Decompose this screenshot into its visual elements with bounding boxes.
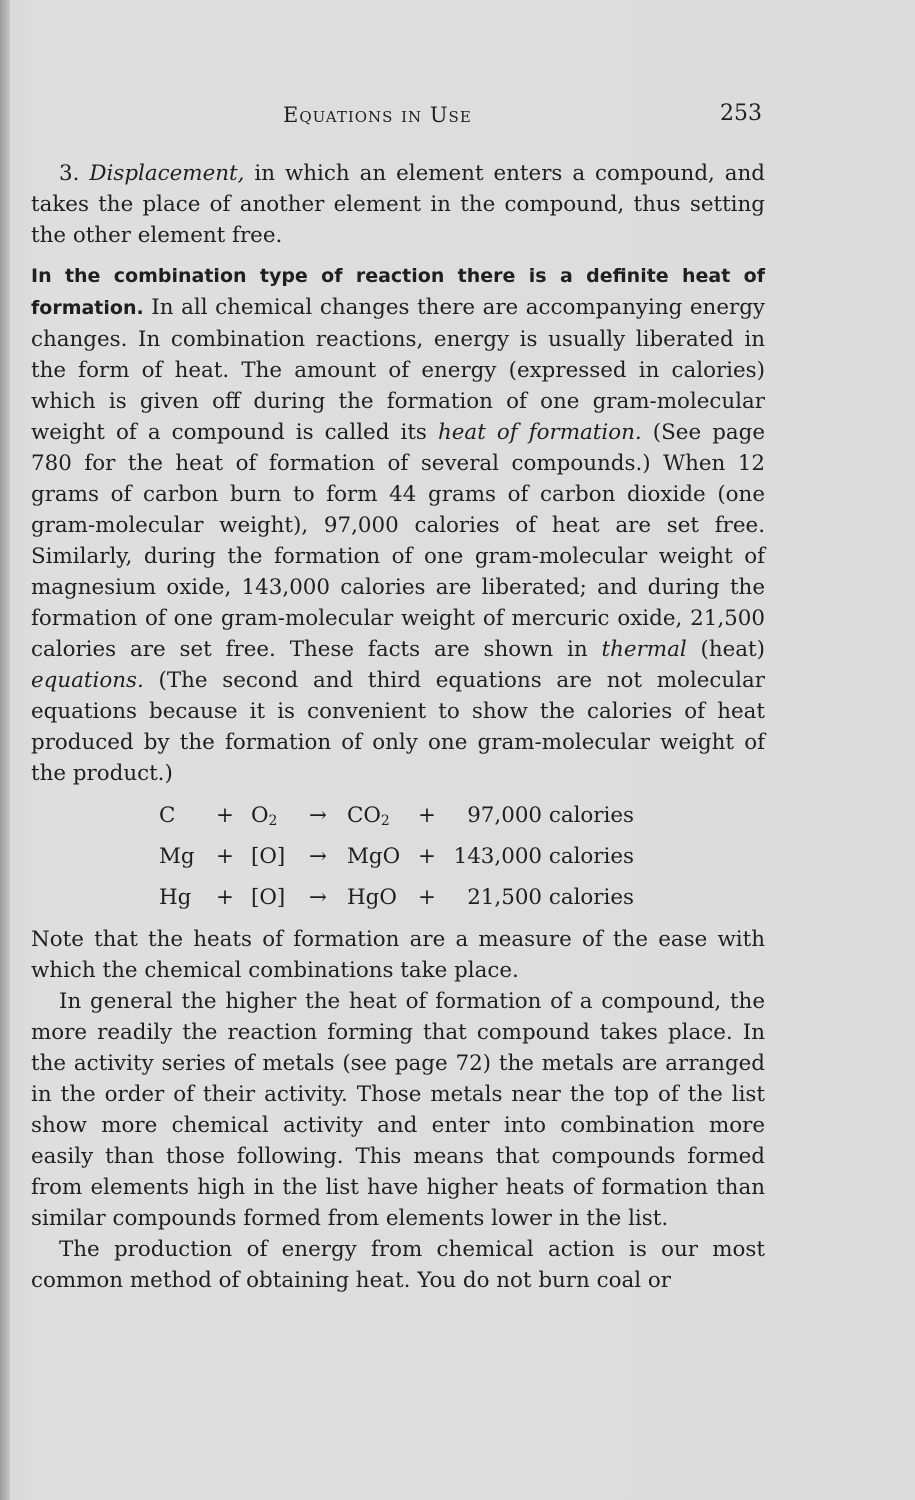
equation-row bbox=[31, 794, 765, 835]
thermal-equations bbox=[31, 794, 765, 917]
body-text bbox=[31, 158, 765, 1296]
paragraph-heading: In the combination type of reaction there is a definite heat of formation. bbox=[31, 265, 765, 319]
term-thermal: thermal bbox=[601, 637, 687, 662]
equation-agent: [O] bbox=[251, 885, 286, 910]
equation-plus: + bbox=[418, 885, 436, 910]
equation-arrow: → bbox=[309, 885, 327, 910]
equation-product bbox=[347, 800, 390, 831]
equation-plus: + bbox=[216, 803, 234, 828]
paragraph-heat-of-formation bbox=[31, 260, 765, 789]
paragraph-text: (heat) bbox=[686, 637, 766, 662]
equation-energy: 97,000 calories bbox=[467, 803, 634, 828]
term-heat-of-formation: heat of formation. bbox=[438, 420, 642, 445]
paragraph-text: (See page 780 for the heat of formation of several compounds.) When 12 grams of carbon burn to form 44 grams of carbon dioxide (one gram-molecular weight), 97,000 calories of heat are set free. Similarly, during the formation of one gram-molecular weight of magnesium oxide, 143,000 calories are liberated; and during the formation of one gram-molecular weight of mercuric oxide, 21,500 calories are set free. These facts are shown in bbox=[31, 420, 765, 662]
equation-energy: 143,000 calories bbox=[453, 844, 634, 869]
equation-plus: + bbox=[216, 885, 234, 910]
paragraph-energy-production: The production of energy from chemical action is our most common method of obtaining heat. You do not burn coal or bbox=[31, 1237, 765, 1293]
paragraph-activity-series: In general the higher the heat of formation of a compound, the more readily the reaction forming that compound takes place. In the activity series of metals (see page 72) the metals are arranged in the order of their activity. Those metals near the top of the list show more chemical activity and enter into combination more easily than those following. This means that compounds formed from elements high in the list have higher heats of formation than similar compounds formed from elements lower in the list. bbox=[31, 989, 765, 1231]
page-spine-shadow bbox=[0, 0, 10, 1500]
item-number: 3. bbox=[59, 161, 80, 186]
page-number: 253 bbox=[720, 101, 762, 126]
equation-arrow: → bbox=[309, 844, 327, 869]
agent-subscript: 2 bbox=[268, 813, 278, 829]
equation-reactant: C bbox=[159, 803, 176, 828]
paragraph-text: in which an element enters a compound, and takes the place of another element in the compound, thus setting the other element free. bbox=[31, 161, 765, 248]
term-displacement: Displacement, bbox=[89, 161, 245, 186]
equation-agent: [O] bbox=[251, 844, 286, 869]
equation-arrow: → bbox=[309, 803, 327, 828]
equation-product: MgO bbox=[347, 844, 401, 869]
equation-energy: 21,500 calories bbox=[467, 885, 634, 910]
paragraph-note: Note that the heats of formation are a measure of the ease with which the chemical combinations take place. bbox=[31, 927, 765, 983]
paragraph-displacement bbox=[31, 158, 765, 251]
equation-reactant: Hg bbox=[159, 885, 192, 910]
agent-symbol: O bbox=[251, 803, 269, 828]
equation-product: HgO bbox=[347, 885, 397, 910]
paragraph-text: In all chemical changes there are accompanying energy changes. In combination reactions, energy is usually liberated in the form of heat. The amount of energy (expressed in calories) which is given off during the formation of one gram-molecular weight of a compound is called its bbox=[31, 295, 765, 445]
equation-plus: + bbox=[418, 803, 436, 828]
equation-reactant: Mg bbox=[159, 844, 195, 869]
running-head bbox=[0, 103, 915, 137]
product-symbol: CO bbox=[347, 803, 381, 828]
equation-plus: + bbox=[216, 844, 234, 869]
term-equations: equations. bbox=[31, 668, 144, 693]
running-title: Equations in Use bbox=[283, 103, 472, 127]
equation-agent bbox=[251, 800, 277, 831]
equation-row bbox=[31, 835, 765, 876]
equation-plus: + bbox=[418, 844, 436, 869]
paragraph-text: (The second and third equations are not molecular equations because it is convenient to show the calories of heat produced by the formation of only one gram-molecular weight of the product.) bbox=[31, 668, 765, 786]
equation-row bbox=[31, 876, 765, 917]
product-subscript: 2 bbox=[380, 813, 390, 829]
